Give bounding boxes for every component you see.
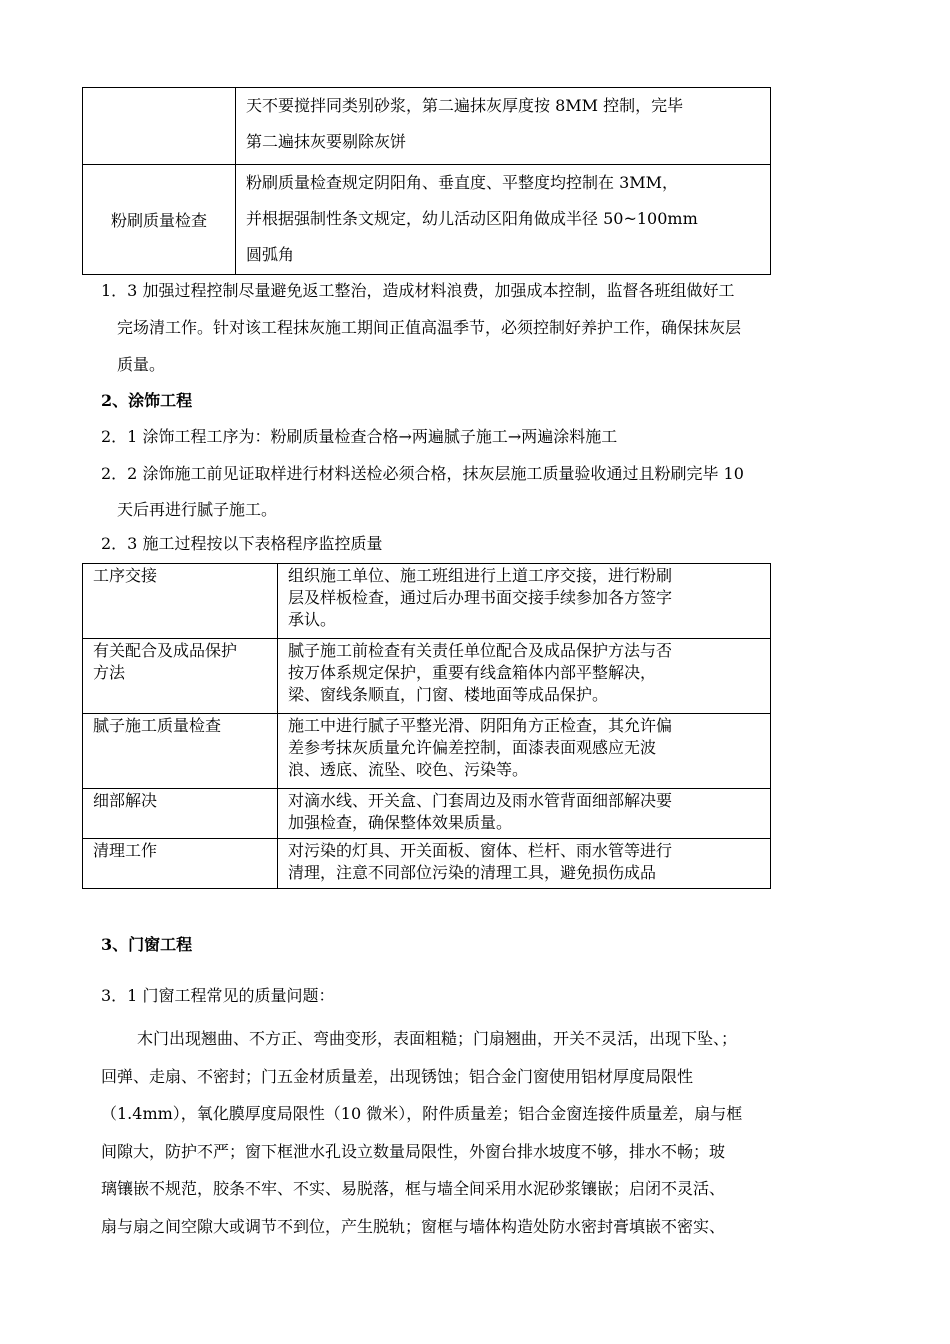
item-1-3-line: 完场清工作。针对该工程抹灰施工期间正值高温季节，必须控制好养护工作，确保抹灰层 [117, 318, 742, 337]
table-cell-content [278, 564, 771, 639]
cell-line: 差参考抹灰质量允许偏差控制，面漆表面观感应无波 [288, 738, 657, 757]
cell-line: 工序交接 [93, 566, 158, 585]
table-cell-label [83, 88, 236, 165]
quality-problems-paragraph [101, 1020, 861, 1245]
paragraph-line: 回弹、走扇、不密封；门五金材质量差，出现锈蚀；铝合金门窗使用铝材厚度局限性 [101, 1066, 694, 1086]
table-cell-label [83, 714, 278, 789]
cell-line: 方法 [93, 663, 126, 682]
cell-line: 圆弧角 [246, 245, 295, 264]
cell-line: 清理，注意不同部位污染的清理工具，避免损伤成品 [288, 863, 657, 882]
table-cell-content [278, 839, 771, 889]
cell-line: 组织施工单位、施工班组进行上道工序交接，进行粉刷 [288, 566, 673, 585]
cell-line: 按万体系规定保护，重要有线盒箱体内部平整解决， [288, 663, 657, 682]
cell-line: 浪、透底、流坠、咬色、污染等。 [288, 760, 529, 779]
cell-line: 清理工作 [93, 841, 158, 860]
item-2-3: 2．3 施工过程按以下表格程序监控质量 [101, 534, 383, 553]
table-row [83, 88, 771, 165]
cell-line: 腻子施工前检查有关责任单位配合及成品保护方法与否 [288, 641, 673, 660]
table-cell-content [278, 714, 771, 789]
table-cell-label [83, 789, 278, 839]
item-2-1: 2．1 涂饰工程工序为：粉刷质量检查合格→两遍腻子施工→两遍涂料施工 [101, 427, 618, 446]
table-row [83, 639, 771, 714]
table-cell-content [278, 789, 771, 839]
paragraph-line: （1.4mm），氧化膜厚度局限性（10 微米），附件质量差；铝合金窗连接件质量差，扇与框 [101, 1104, 743, 1123]
item-1-3-line: 1．3 加强过程控制尽量避免返工整治，造成材料浪费，加强成本控制，监督各班组做好工 [101, 281, 735, 300]
table-cell-label [83, 564, 278, 639]
cell-line: 对污染的灯具、开关面板、窗体、栏杆、雨水管等进行 [288, 841, 673, 860]
table-cell-label [83, 639, 278, 714]
table-row [83, 789, 771, 839]
item-1-3-line: 质量。 [117, 355, 166, 374]
coating-process-table [82, 563, 771, 889]
item-2-2-line: 天后再进行腻子施工。 [117, 500, 278, 519]
paragraph-line: 扇与扇之间空隙大或调节不到位，产生脱轨；窗框与墙体构造处防水密封膏填嵌不密实、 [101, 1216, 726, 1236]
paragraph-line: 间隙大，防护不严；窗下框泄水孔设立数量局限性，外窗台排水坡度不够，排水不畅；玻 [101, 1141, 726, 1161]
table-row [83, 564, 771, 639]
table-cell-label [83, 839, 278, 889]
cell-line: 对滴水线、开关盒、门套周边及雨水管背面细部解决要 [288, 791, 673, 810]
cell-line: 有关配合及成品保护 [93, 641, 238, 660]
section-heading: 3、门窗工程 [101, 935, 193, 954]
table-cell-content [278, 639, 771, 714]
table-row [83, 165, 771, 275]
table-row [83, 714, 771, 789]
cell-line: 梁、窗线条顺直，门窗、楼地面等成品保护。 [288, 685, 609, 704]
table-cell-content [236, 165, 771, 275]
cell-line: 承认。 [288, 610, 337, 629]
cell-line: 施工中进行腻子平整光滑、阴阳角方正检查，其允许偏 [288, 716, 673, 735]
paragraph-line: 木门出现翘曲、不方正、弯曲变形，表面粗糙；门扇翘曲，开关不灵活，出现下坠、； [137, 1029, 738, 1048]
cell-line: 加强检查，确保整体效果质量。 [288, 813, 513, 832]
table-cell-content [236, 88, 771, 165]
cell-line: 细部解决 [93, 791, 158, 810]
cell-line: 天不要搅拌同类别砂浆，第二遍抹灰厚度按 8MM 控制，完毕 [246, 96, 684, 115]
item-2-2-line: 2．2 涂饰施工前见证取样进行材料送检必须合格，抹灰层施工质量验收通过且粉刷完毕 10 [101, 464, 744, 483]
plastering-quality-table [82, 87, 771, 275]
cell-line: 层及样板检查，通过后办理书面交接手续参加各方签字 [288, 588, 673, 607]
cell-line: 第二遍抹灰要剔除灰饼 [246, 132, 407, 151]
item-3-1: 3．1 门窗工程常见的质量问题： [101, 986, 335, 1005]
table-cell-label: 粉刷质量检查 [83, 165, 236, 275]
cell-line: 粉刷质量检查规定阴阳角、垂直度、平整度均控制在 3MM， [246, 173, 679, 192]
paragraph-line: 璃镶嵌不规范，胶条不牢、不实、易脱落，框与墙全间采用水泥砂浆镶嵌；启闭不灵活、 [101, 1179, 726, 1198]
table-row [83, 839, 771, 889]
cell-line: 并根据强制性条文规定，幼儿活动区阳角做成半径 50~100mm [246, 209, 698, 228]
section-heading: 2、涂饰工程 [101, 391, 193, 410]
cell-line: 腻子施工质量检查 [93, 716, 222, 735]
